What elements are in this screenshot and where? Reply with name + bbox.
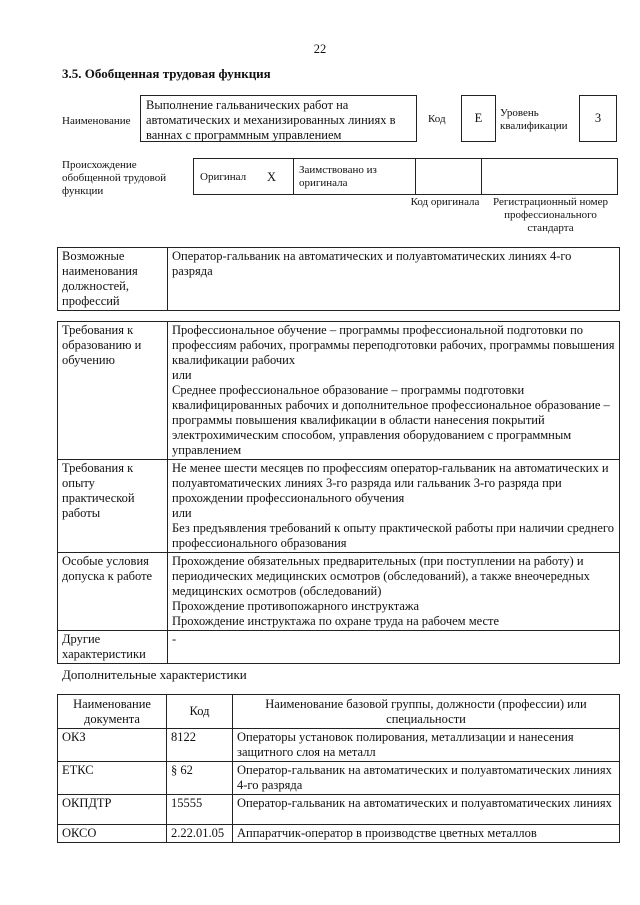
- table-row: [58, 825, 620, 843]
- origin-table: [193, 158, 618, 195]
- req-row-special: [58, 553, 620, 631]
- page-number: 22: [313, 42, 327, 56]
- table-row: [58, 762, 620, 795]
- borrowed-label: Заимствовано из оригинала: [299, 164, 377, 189]
- code-cell: 15555: [167, 795, 233, 825]
- req-label: Требования к опыту практической работы: [58, 460, 168, 553]
- code-original-caption: Код оригинала: [410, 196, 480, 208]
- req-value: Профессиональное обучение – программы профессиональной подготовки по профессиям рабочих, программы переподготовки рабочих, программы повышения квалификации рабочих или Среднее профессиональное образование – программы подготовки квалифицированных рабочих и дополнительное профессиональное образование – программы повышения квалификации в области нанесения покрытий электрохимическим способом, управления оборудованием с программным управлением: [168, 322, 620, 460]
- req-value: Прохождение обязательных предварительных (при поступлении на работу) и периодических медицинских осмотров (обследований), а также внеочередных медицинских осмотров (обследований) Прохождение противопожарного инструктажа Прохождение инструктажа по охране труда на рабочем месте: [168, 553, 620, 631]
- positions-table: [57, 247, 620, 311]
- doc-cell: ЕТКС: [58, 762, 167, 795]
- positions-row: [58, 248, 620, 311]
- level-value: 3: [579, 95, 617, 142]
- doc-cell: ОКСО: [58, 825, 167, 843]
- origin-label: Происхождение обобщенной трудовой функции: [62, 159, 167, 197]
- code-cell: 8122: [167, 729, 233, 762]
- col-name-header: Наименование базовой группы, должности (профессии) или специальности: [233, 695, 620, 729]
- original-mark: X: [267, 170, 277, 184]
- name-cell: Операторы установок полирования, металлизации и нанесения защитного слоя на металл: [233, 729, 620, 762]
- code-value: E: [461, 95, 496, 142]
- additional-title: Дополнительные характеристики: [62, 667, 247, 682]
- doc-cell: ОКЗ: [58, 729, 167, 762]
- code-cell: 2.22.01.05: [167, 825, 233, 843]
- name-cell: Оператор-гальваник на автоматических и полуавтоматических линиях: [233, 795, 620, 825]
- req-row-education: [58, 322, 620, 460]
- additional-header-row: [58, 695, 620, 729]
- req-row-experience: [58, 460, 620, 553]
- positions-value: Оператор-гальваник на автоматических и полуавтоматических линиях 4-го разряда: [168, 248, 620, 311]
- col-doc-header: Наименование документа: [58, 695, 167, 729]
- col-code-header: Код: [167, 695, 233, 729]
- table-row: [58, 729, 620, 762]
- origin-divider-1: [293, 159, 294, 194]
- req-label: Другие характеристики: [58, 631, 168, 664]
- code-label: Код: [428, 113, 446, 125]
- origin-divider-2: [415, 159, 416, 194]
- level-label: Уровень квалификации: [500, 107, 568, 132]
- doc-cell: ОКПДТР: [58, 795, 167, 825]
- name-value: Выполнение гальванических работ на автоматических и механизированных линиях в ваннах с программным управлением: [140, 95, 417, 142]
- req-label: Особые условия допуска к работе: [58, 553, 168, 631]
- original-label: Оригинал: [200, 171, 247, 183]
- positions-label: Возможные наименования должностей, профессий: [58, 248, 168, 311]
- requirements-table: [57, 321, 620, 664]
- name-label: Наименование: [62, 115, 131, 127]
- req-label: Требования к образованию и обучению: [58, 322, 168, 460]
- req-value: Не менее шести месяцев по профессиям оператор-гальваник на автоматических и полуавтоматических линиях 3-го разряда или гальваник 3-го разряда при прохождении профессионального обучения или Без предъявления требований к опыту практической работы при наличии среднего профессионального образования: [168, 460, 620, 553]
- req-value: -: [168, 631, 620, 664]
- additional-table: [57, 694, 620, 843]
- name-cell: Оператор-гальваник на автоматических и полуавтоматических линиях 4-го разряда: [233, 762, 620, 795]
- code-cell: § 62: [167, 762, 233, 795]
- name-cell: Аппаратчик-оператор в производстве цветных металлов: [233, 825, 620, 843]
- section-title: 3.5. Обобщенная трудовая функция: [62, 66, 271, 81]
- table-row: [58, 795, 620, 825]
- req-row-other: [58, 631, 620, 664]
- reg-number-caption: Регистрационный номер профессионального стандарта: [492, 196, 609, 234]
- origin-divider-3: [481, 159, 482, 194]
